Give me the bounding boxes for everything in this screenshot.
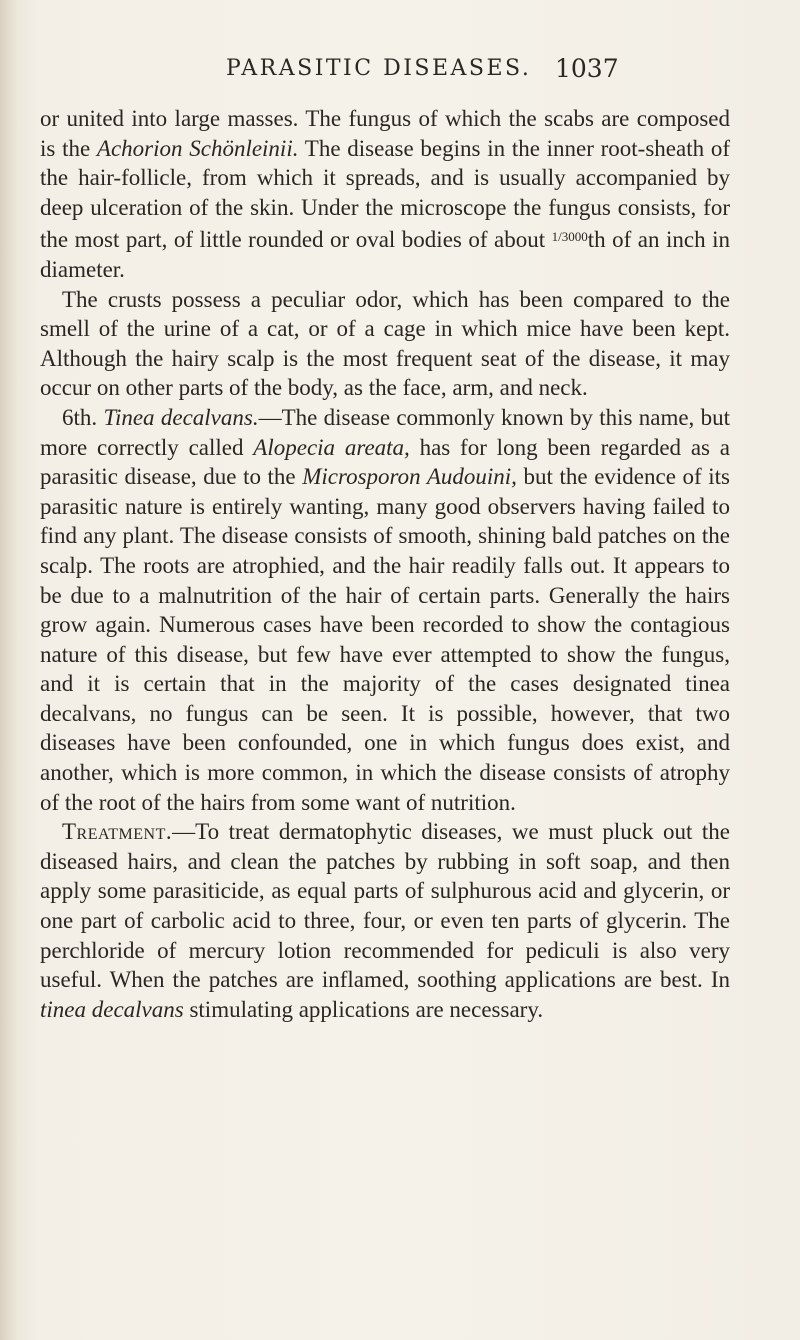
- text-segment: has for long been regarded as a parasitic disease, due to the: [40, 434, 730, 490]
- species-name-italic: Achorion Schönleinii.: [96, 135, 299, 161]
- page-number: 1037: [555, 54, 619, 83]
- species-name-italic: Microsporon Audouini,: [302, 464, 517, 490]
- text-segment: —The disease commonly known by this name, but more correctly called: [40, 404, 730, 460]
- disease-name-italic: tinea decalvans: [40, 996, 184, 1022]
- text-segment: The disease begins in the inner root-sheath of the hair-follicle, from which it spreads, and is usually accompanied by deep ulceration of the skin. Under the microscope the fungus consists, for the most part, of little rounded or oval bodies of about: [40, 135, 730, 253]
- page-header: [0, 50, 800, 90]
- fraction-value: 1/3000: [551, 229, 588, 245]
- paragraph-crusts: [40, 285, 730, 403]
- text-segment: th of an inch in diameter.: [40, 227, 731, 282]
- disease-name-italic: Alopecia areata,: [253, 434, 410, 460]
- fraction: [552, 227, 588, 252]
- text-segment: The crusts possess a peculiar odor, which has been compared to the smell of the urine of a cat, or of a cage in which mice have been kept. Although the hairy scalp is the most frequent seat of the disease, it may occur on other parts of the body, as the face, arm, and neck.: [40, 286, 730, 401]
- disease-name-italic: Tinea decalvans.: [103, 404, 259, 430]
- paragraph-treatment: [40, 817, 730, 1024]
- treatment-heading: Treatment.: [62, 819, 173, 845]
- text-segment: or united into large masses. The fungus of which the scabs are composed is the: [40, 106, 730, 161]
- text-segment: but the evidence of its parasitic nature is entirely wanting, many good observers having failed to find any plant. The disease consists of smooth, shining bald patches on the scalp. The roots are atrophied, and the hair readily falls out. It appears to be due to a malnutrition of the hair of certain parts. Generally the hairs grow again. Numerous cases have been recorded to show the contagious nature of this disease, but few have ever attempted to show the fungus, and it is certain that in the majority of the cases designated tinea decalvans, no fungus can be seen. It is possible, however, that two diseases have been confounded, one in which fungus does exist, and another, which is more common, in which the disease consists of atrophy of the root of the hairs from some want of nutrition.: [40, 464, 730, 815]
- page-binding-edge: [0, 0, 18, 1340]
- section-number: 6th.: [62, 404, 104, 430]
- paragraph-achorion: [40, 104, 730, 285]
- text-segment: —To treat dermatophytic diseases, we must pluck out the diseased hairs, and clean the patches by rubbing in soft soap, and then apply some parasiticide, as equal parts of sulphurous acid and glycerin, or one part of carbolic acid to three, four, or even ten parts of glycerin. The perchloride of mercury lotion recommended for pediculi is also very useful. When the patches are inflamed, soothing applications are best. In: [40, 819, 730, 993]
- running-title: PARASITIC DISEASES.: [226, 56, 532, 81]
- paragraph-tinea-decalvans: [40, 403, 730, 817]
- body-text: [40, 104, 730, 1024]
- text-segment: stimulating applications are necessary.: [183, 996, 544, 1022]
